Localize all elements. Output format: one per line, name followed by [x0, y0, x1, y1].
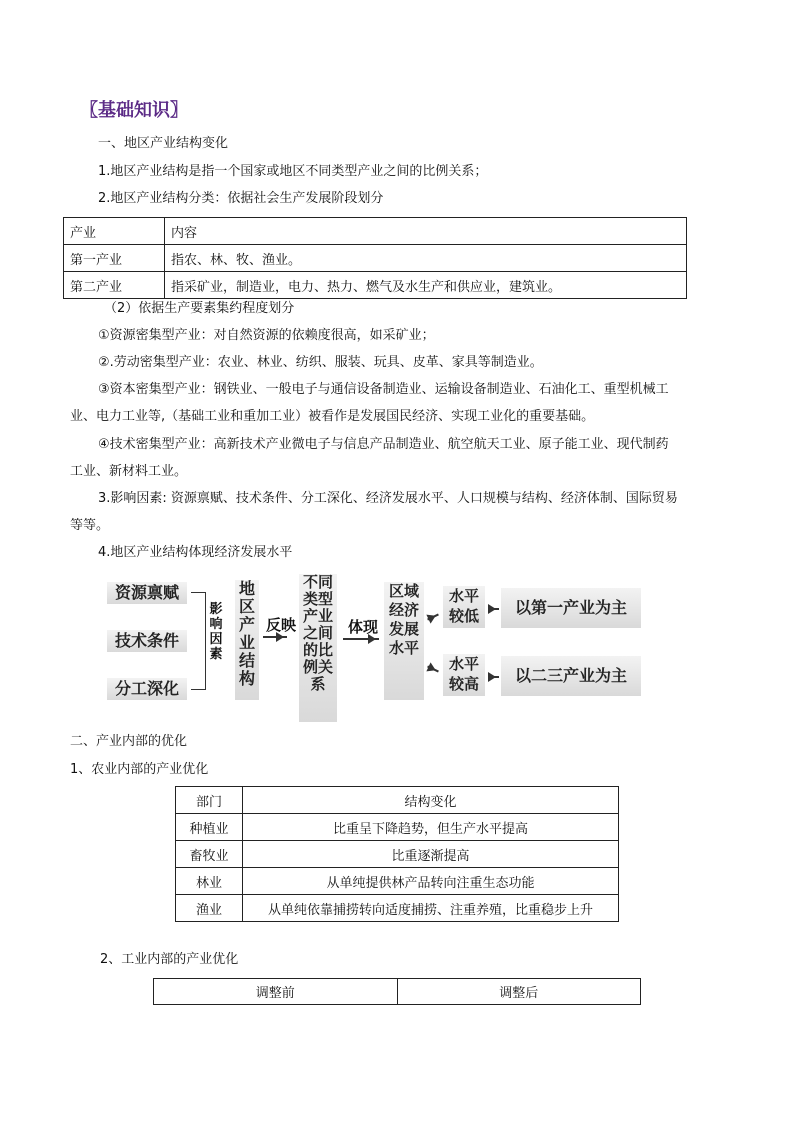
list-item-capital-2: 业、电力工业等,（基础工业和重加工业）被看作是发展国民经济、实现工业化的重要基础。 [70, 409, 595, 424]
table-cell: 比重呈下降趋势，但生产水平提高 [243, 814, 619, 841]
factor-technology: 技术条件 [107, 630, 187, 652]
table-cell: 第一产业 [64, 245, 165, 272]
level-box: 区域经济发展水平 [384, 582, 424, 700]
table-cell: 指采矿业，制造业，电力、热力、燃气及水生产和供应业，建筑业。 [165, 272, 687, 299]
structure-diagram [103, 572, 653, 722]
structure-box: 地区产业结构 [235, 580, 259, 700]
arrow-up-right-icon [427, 614, 439, 621]
table-cell: 比重逐渐提高 [243, 841, 619, 868]
table-cell: 畜牧业 [176, 841, 243, 868]
paragraph-classification: 2.地区产业结构分类：依据社会生产发展阶段划分 [98, 191, 384, 206]
table-header-cell: 调整后 [397, 979, 641, 1005]
table-row [176, 895, 619, 922]
list-item-tech-1: ④技术密集型产业：高新技术产业微电子与信息产品制造业、航空航天工业、原子能工业、现代制药 [98, 437, 669, 452]
paragraph-factors-2: 等等。 [70, 518, 110, 533]
arrow-right-icon [343, 638, 379, 640]
primary-result-box: 以第一产业为主 [501, 588, 641, 628]
table-cell: 从单纯依靠捕捞转向适度捕捞、注重养殖，比重稳步上升 [243, 895, 619, 922]
table-row [176, 814, 619, 841]
table-header-cell: 产业 [64, 218, 165, 245]
arrow-right-icon [489, 676, 499, 678]
agriculture-table [175, 786, 619, 922]
reflect-label: 反映 [265, 616, 296, 634]
subsection-agriculture: 1、农业内部的产业优化 [70, 762, 209, 777]
arrow-right-icon [263, 636, 287, 638]
table-row [64, 245, 687, 272]
table-cell: 渔业 [176, 895, 243, 922]
table-header-row [176, 787, 619, 814]
high-level-box: 水平较高 [443, 654, 485, 696]
paragraph-factors-1: 3.影响因素: 资源禀赋、技术条件、分工深化、经济发展水平、人口规模与结构、经济体制、国际贸易 [98, 491, 678, 506]
table-header-cell: 内容 [165, 218, 687, 245]
paragraph-definition: 1.地区产业结构是指一个国家或地区不同类型产业之间的比例关系； [98, 164, 488, 179]
influence-label: 影响因素 [209, 602, 223, 662]
table-header-row [64, 218, 687, 245]
table-row [64, 272, 687, 299]
table-header-cell: 调整前 [154, 979, 398, 1005]
secondary-result-box: 以二三产业为主 [501, 656, 641, 696]
industry-table [63, 217, 687, 299]
industry-adjust-table [153, 978, 641, 1005]
list-item-tech-2: 工业、新材料工业。 [70, 464, 188, 479]
factor-division: 分工深化 [107, 678, 187, 700]
list-item-capital-1: ③资本密集型产业：钢铁业、一般电子与通信设备制造业、运输设备制造业、石油化工、重型机械工 [98, 382, 669, 397]
subsection-industry: 2、工业内部的产业优化 [100, 952, 239, 967]
table-cell: 林业 [176, 868, 243, 895]
factor-resource: 资源禀赋 [107, 582, 187, 604]
table-cell: 第二产业 [64, 272, 165, 299]
list-item-labor: ②.劳动密集型产业：农业、林业、纺织、服装、玩具、皮革、家具等制造业。 [98, 355, 543, 370]
table-cell: 种植业 [176, 814, 243, 841]
influence-label-wrap [207, 602, 225, 662]
embody-label: 体现 [347, 618, 378, 636]
table-header-cell: 结构变化 [243, 787, 619, 814]
section-title: 〖基础知识〗 [80, 100, 188, 121]
table-header-row [154, 979, 641, 1005]
arrow-right-icon [489, 608, 499, 610]
section1-heading: 一、地区产业结构变化 [98, 136, 229, 151]
table-cell: 指农、林、牧、渔业。 [165, 245, 687, 272]
table-cell: 从单纯提供林产品转向注重生态功能 [243, 868, 619, 895]
table-row [176, 841, 619, 868]
bracket-line [191, 592, 206, 690]
low-level-box: 水平较低 [443, 586, 485, 628]
table-row [176, 868, 619, 895]
paragraph-level: 4.地区产业结构体现经济发展水平 [98, 545, 293, 560]
paragraph-factor-division: （2）依据生产要素集约程度划分 [104, 301, 295, 316]
list-item-resource: ①资源密集型产业：对自然资源的依赖度很高，如采矿业； [98, 328, 435, 343]
ratio-box: 不同类型产业之间的比例关系 [299, 574, 337, 722]
table-header-cell: 部门 [176, 787, 243, 814]
arrow-down-right-icon [427, 666, 439, 673]
section2-heading: 二、产业内部的优化 [70, 734, 188, 749]
